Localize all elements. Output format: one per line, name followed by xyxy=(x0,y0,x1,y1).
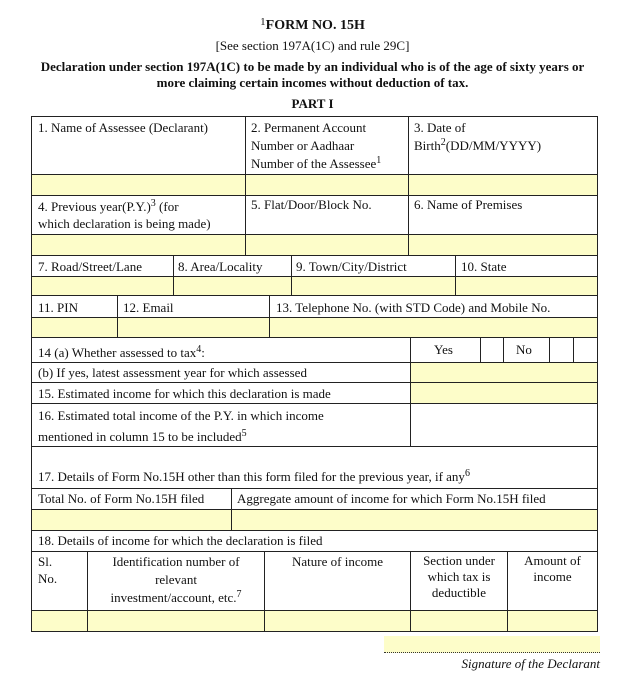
pan-aadhaar-input[interactable] xyxy=(246,175,408,195)
dob-input[interactable] xyxy=(409,175,597,195)
sl-no-input[interactable] xyxy=(32,611,87,631)
declaration-text: Declaration under section 197A(1C) to be made by an individual who is of the age of sixty years or more claiming certain incomes without deduction of tax. xyxy=(40,59,585,90)
label-previous-year: 4. Previous $year(P.Y.)^3$ (for which declaration is being made) xyxy=(38,198,211,231)
identification-input[interactable] xyxy=(88,611,264,631)
form-title xyxy=(0,16,625,34)
label-name: 1. Name of Assessee (Declarant) xyxy=(38,120,209,135)
label-aggregate-income: Aggregate amount of income for which Form No.15H filed xyxy=(237,491,546,506)
road-input[interactable] xyxy=(32,277,173,295)
area-input[interactable] xyxy=(174,277,291,295)
premises-input[interactable] xyxy=(409,235,597,255)
email-input[interactable] xyxy=(118,318,269,337)
total-income-input[interactable] xyxy=(411,404,597,446)
town-input[interactable] xyxy=(292,277,455,295)
label-email: 12. Email xyxy=(123,300,174,315)
label-pin: 11. PIN xyxy=(38,300,78,315)
col-nature-of-income: Nature of income xyxy=(292,554,383,569)
label-state: 10. State xyxy=(461,259,507,274)
col-amount: Amount of income xyxy=(524,553,581,584)
label-income-details: 18. Details of income for which the declaration is filed xyxy=(38,533,323,548)
label-telephone: 13. Telephone No. (with STD Code) and Mobile No. xyxy=(276,300,551,315)
label-dob: 3. Date of Birth$^2$(DD/MM/YYYY) xyxy=(414,120,542,153)
no-checkbox[interactable] xyxy=(550,338,573,362)
label-assessed-to-tax: 14 (a) Whether assessed to tax$^4$: xyxy=(38,344,205,360)
telephone-input[interactable] xyxy=(270,318,597,337)
col-section: Section under which tax is deductible xyxy=(423,553,495,600)
aggregate-income-input[interactable] xyxy=(232,510,597,530)
part-heading: PART I xyxy=(291,96,334,111)
label-total-forms: Total No. of Form No.15H filed xyxy=(38,491,205,506)
signature-label: Signature of the Declarant xyxy=(461,656,600,671)
label-estimated-income: 15. Estimated income for which this declaration is made xyxy=(38,386,331,401)
label-town: 9. Town/City/District xyxy=(296,259,407,274)
nature-input[interactable] xyxy=(265,611,410,631)
section-input[interactable] xyxy=(411,611,507,631)
name-input[interactable] xyxy=(32,175,245,195)
label-no: No xyxy=(516,342,532,357)
label-assessment-year: (b) If yes, latest assessment year for which assessed xyxy=(38,365,307,380)
footnote-marker: 1 xyxy=(260,16,266,28)
label-other-forms: 17. Details of Form No.15H other than this form filed for the previous year, if any$^6$ xyxy=(38,468,470,484)
label-area: 8. Area/Locality xyxy=(178,259,263,274)
signature-field[interactable] xyxy=(384,636,600,653)
col-sl-no: Sl. No. xyxy=(38,554,58,586)
label-total-income: 16. Estimated total income of the P.Y. in which income mentioned in column 15 to be included$^5$ xyxy=(38,408,324,444)
amount-input[interactable] xyxy=(508,611,597,631)
estimated-income-input[interactable] xyxy=(411,383,597,403)
label-premises: 6. Name of Premises xyxy=(414,197,523,212)
state-input[interactable] xyxy=(456,277,597,295)
label-yes: Yes xyxy=(434,342,453,357)
yes-checkbox[interactable] xyxy=(481,338,503,362)
flat-no-input[interactable] xyxy=(246,235,408,255)
pin-input[interactable] xyxy=(32,318,117,337)
label-pan: 2. Permanent Account Number or Aadhaar Number of the Assessee$^1$ xyxy=(251,120,382,171)
form-number: FORM NO. 15H xyxy=(265,18,365,33)
label-flat-no: 5. Flat/Door/Block No. xyxy=(251,197,372,212)
form-subtitle: [See section 197A(1C) and rule 29C] xyxy=(215,38,410,53)
previous-year-input[interactable] xyxy=(32,235,245,255)
assessment-year-input[interactable] xyxy=(411,363,597,382)
col-identification: Identification number of relevant investment/account, etc.$^7$ xyxy=(110,554,242,605)
total-forms-input[interactable] xyxy=(32,510,231,530)
label-road: 7. Road/Street/Lane xyxy=(38,259,142,274)
